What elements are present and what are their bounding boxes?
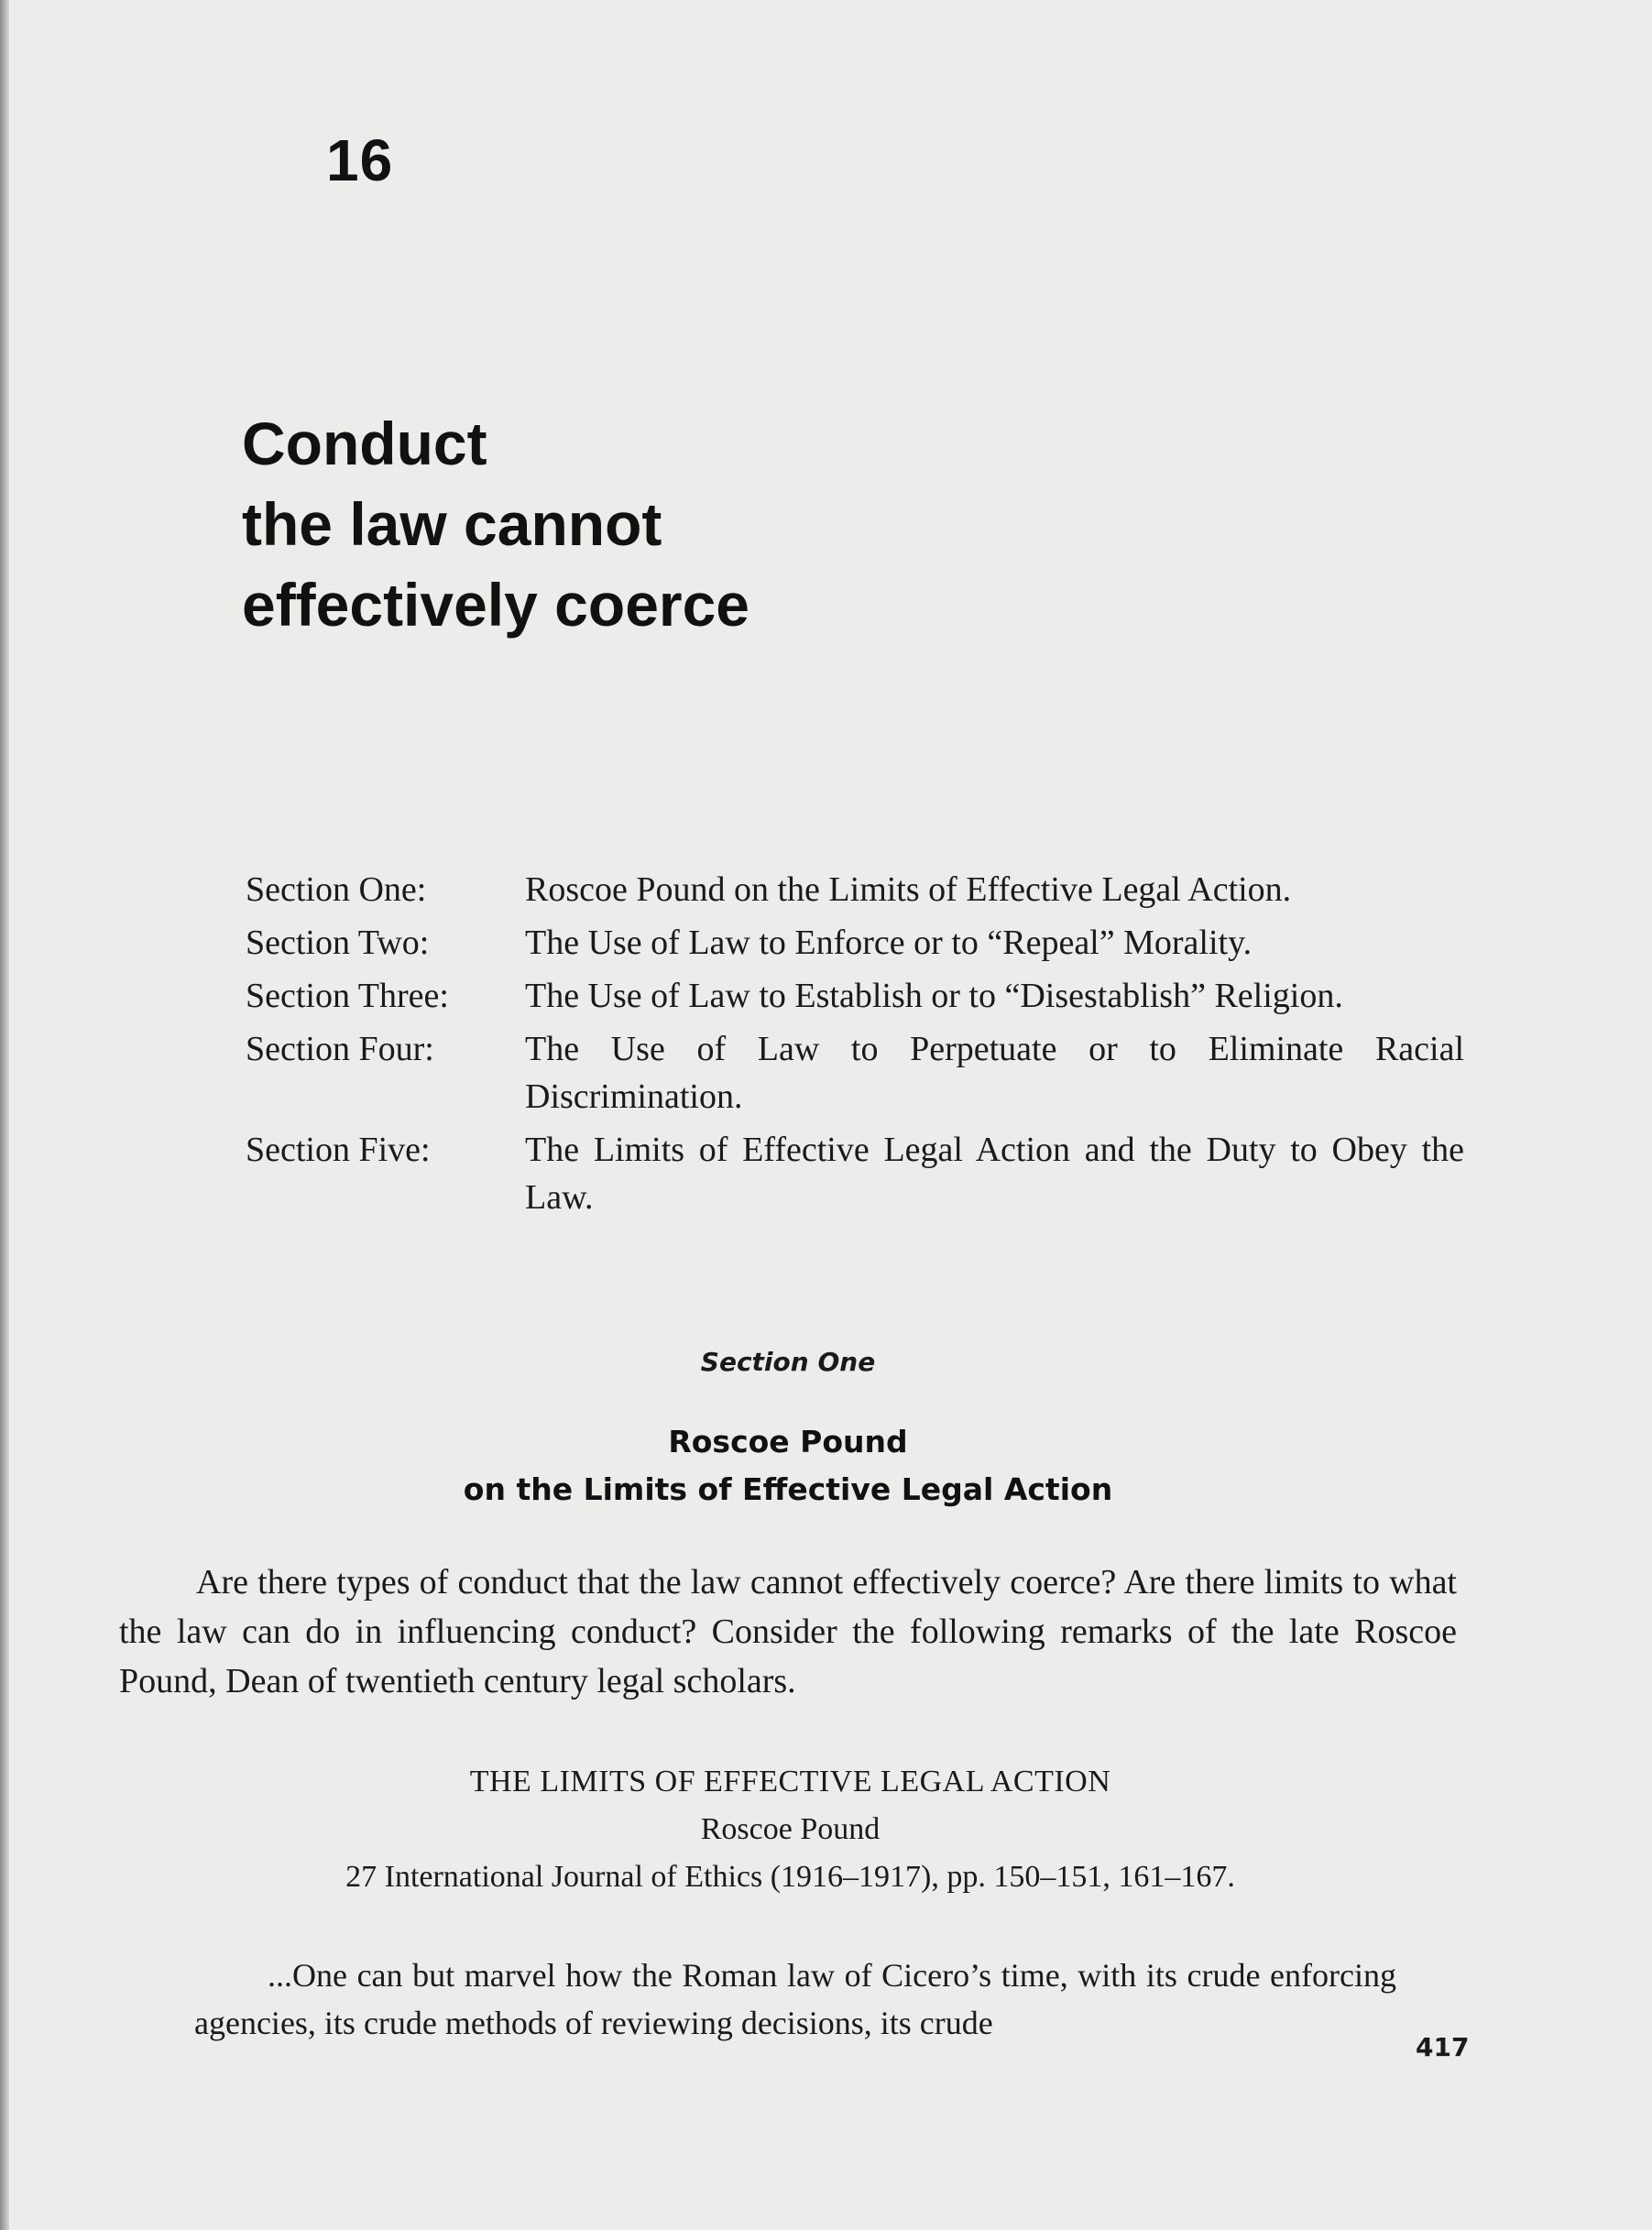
contents-entry xyxy=(246,1025,1464,1120)
page-edge-shadow xyxy=(0,0,9,2230)
contents-section-label: Section Three: xyxy=(246,977,449,1015)
contents-entry xyxy=(246,1126,1464,1221)
section-heading-line-1: Roscoe Pound xyxy=(668,1424,908,1459)
reading-author: Roscoe Pound xyxy=(700,1812,881,1846)
chapter-title-line-3: effectively coerce xyxy=(242,571,750,639)
chapter-title-line-2: the law cannot xyxy=(242,490,662,558)
contents-section-title: The Limits of Effective Legal Action and the Duty to Obey the Law. xyxy=(525,1131,1464,1217)
intro-paragraph: Are there types of conduct that the law cannot effectively coerce? Are there limits to what the law can do in influencing conduct? Consider the following remarks of the late Roscoe Pound, Dean of twentieth century legal scholars. xyxy=(119,1563,1457,1700)
contents-section-label: Section Five: xyxy=(246,1131,431,1169)
page-number: 417 xyxy=(1416,2032,1470,2062)
contents-section-label: Section One: xyxy=(246,870,427,909)
contents-section-title: The Use of Law to Enforce or to “Repeal” Morality. xyxy=(525,924,1253,962)
chapter-title-line-1: Conduct xyxy=(242,410,487,477)
contents-section-title: The Use of Law to Establish or to “Disestablish” Religion. xyxy=(525,977,1343,1015)
contents-entry xyxy=(246,919,1464,967)
contents-section-title: The Use of Law to Perpetuate or to Eliminate Racial Discrimination. xyxy=(525,1030,1464,1116)
section-heading xyxy=(0,1418,1576,1514)
reading-citation: 27 International Journal of Ethics (1916–1917), pp. 150–151, 161–167. xyxy=(345,1860,1235,1894)
contents-entry xyxy=(246,866,1464,913)
contents-section-label: Section Two: xyxy=(246,924,430,962)
reading-title: THE LIMITS OF EFFECTIVE LEGAL ACTION xyxy=(469,1765,1111,1798)
contents-section-label: Section Four: xyxy=(246,1030,434,1068)
excerpt-paragraph: ...One can but marvel how the Roman law of Cicero’s time, with its crude enforcing agencies, its crude methods of reviewing decisions, its crude xyxy=(194,1957,1396,2041)
contents-section-title: Roscoe Pound on the Limits of Effective Legal Action. xyxy=(525,870,1292,909)
contents-entry xyxy=(246,972,1464,1020)
section-tag: Section One xyxy=(700,1347,876,1377)
section-heading-line-2: on the Limits of Effective Legal Action xyxy=(463,1471,1113,1507)
chapter-contents xyxy=(246,866,1464,1227)
chapter-number: 16 xyxy=(326,127,394,193)
chapter-title xyxy=(242,403,1250,645)
